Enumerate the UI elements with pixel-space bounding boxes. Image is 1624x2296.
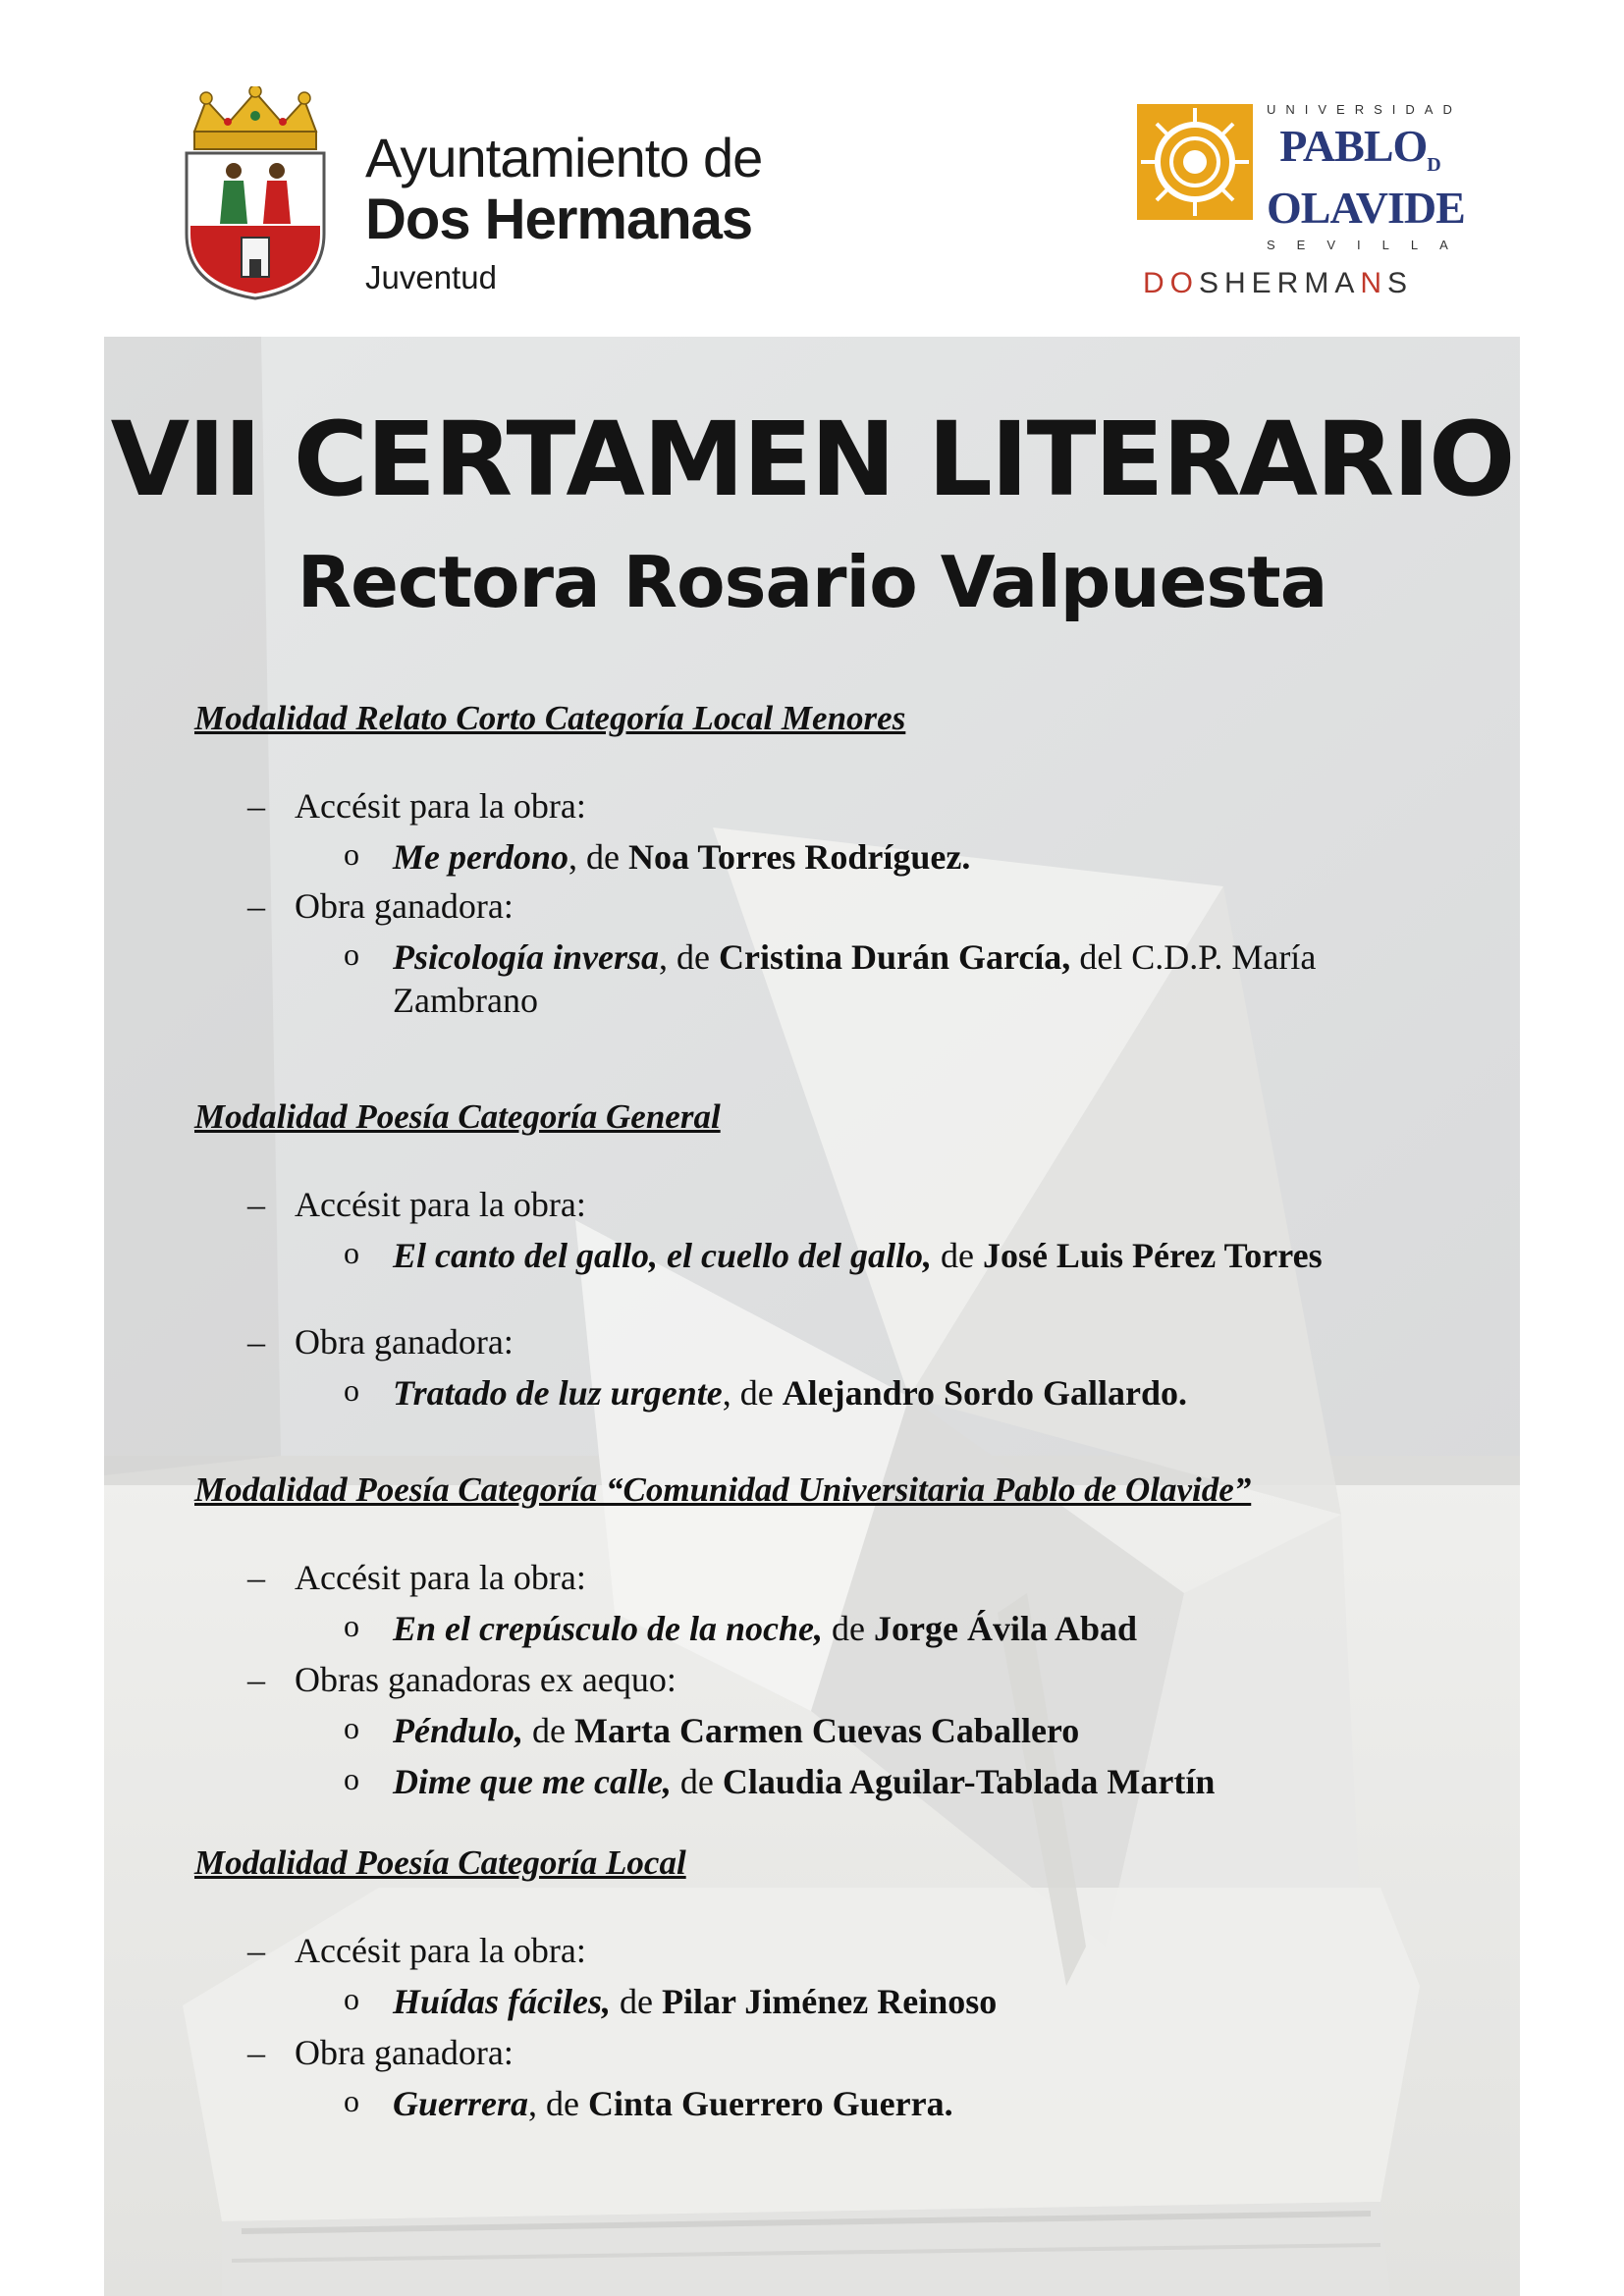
entry-separator: , de (722, 1373, 783, 1413)
coat-of-arms-icon (177, 86, 334, 302)
entry-separator: de (931, 1236, 983, 1275)
work-title: Me perdono (393, 837, 568, 877)
circle-bullet: o (344, 1981, 359, 2016)
page-header (0, 0, 1624, 334)
winner-label-text: Obras ganadoras ex aequo: (295, 1660, 677, 1699)
poster-subtitle: Rectora Rosario Valpuesta (297, 541, 1327, 623)
entry-separator: , de (568, 837, 628, 877)
dash-bullet: – (247, 2033, 265, 2072)
school-text-continued: Zambrano (393, 981, 538, 1020)
poster-title: VII CERTAMEN LITERARIO (110, 400, 1514, 519)
dash-bullet: – (247, 1931, 265, 1970)
winner-label-text: Obra ganadora: (295, 2033, 514, 2072)
winner-label-text: Obra ganadora: (295, 1322, 514, 1362)
dash-bullet: – (247, 786, 265, 826)
circle-bullet: o (344, 2083, 359, 2118)
circle-bullet: o (344, 936, 359, 972)
author-name: Pilar Jiménez Reinoso (661, 1982, 998, 2021)
entry-separator: , de (528, 2084, 588, 2123)
author-name: Cinta Guerrero Guerra. (588, 2084, 953, 2123)
circle-bullet: o (344, 836, 359, 872)
section-3-title: Modalidad Poesía Categoría “Comunidad Universitaria Pablo de Olavide” (194, 1470, 1252, 1509)
accesit-label-text: Accésit para la obra: (295, 1558, 586, 1597)
dash-bullet: – (247, 886, 265, 926)
author-name: Claudia Aguilar-Tablada Martín (722, 1762, 1216, 1801)
upo-universidad: UNIVERSIDAD (1267, 102, 1462, 117)
upo-de: D (1427, 154, 1440, 177)
entry-separator: , de (658, 937, 719, 977)
section-1-title: Modalidad Relato Corto Categoría Local Menores (194, 699, 906, 737)
dh-logo-part4: S (1387, 267, 1414, 299)
entry-text (393, 1372, 1187, 1414)
entry-separator: de (671, 1762, 723, 1801)
ayuntamiento-line1: Ayuntamiento de (365, 127, 763, 188)
circle-bullet: o (344, 1235, 359, 1270)
upo-olavide: OLAVIDE (1267, 183, 1465, 234)
school-text: del C.D.P. María (1070, 937, 1317, 977)
accesit-label-text: Accésit para la obra: (295, 786, 586, 826)
accesit-label-text: Accésit para la obra: (295, 1931, 586, 1970)
entry-text (393, 1235, 1323, 1276)
ayuntamiento-logo-text (365, 128, 762, 300)
work-title: Huídas fáciles, (393, 1982, 611, 2021)
entry-text (393, 1710, 1079, 1751)
circle-bullet: o (344, 1710, 359, 1745)
circle-bullet: o (344, 1761, 359, 1796)
work-title: Tratado de luz urgente (393, 1373, 723, 1413)
entry-text (393, 2083, 953, 2124)
author-name: Cristina Durán García, (718, 937, 1071, 977)
upo-logo-text (1267, 102, 1470, 253)
entry-text (393, 936, 1316, 978)
dash-bullet: – (247, 1660, 265, 1699)
dh-logo-part2: SHERMA (1199, 267, 1361, 299)
entry-separator: de (611, 1982, 662, 2021)
author-name: Marta Carmen Cuevas Caballero (574, 1711, 1080, 1750)
work-title: En el crepúsculo de la noche, (393, 1609, 823, 1648)
circle-bullet: o (344, 1608, 359, 1643)
ayuntamiento-line2: Dos Hermanas (365, 187, 753, 251)
work-title: El canto del gallo, el cuello del gallo, (393, 1236, 932, 1275)
author-name: Alejandro Sordo Gallardo. (782, 1373, 1188, 1413)
upo-sun-logo-icon (1137, 104, 1253, 220)
author-name: Jorge Ávila Abad (873, 1609, 1137, 1648)
entry-text (393, 1761, 1215, 1802)
circle-bullet: o (344, 1372, 359, 1408)
work-title: Péndulo, (393, 1711, 524, 1750)
dash-bullet: – (247, 1185, 265, 1224)
author-name: José Luis Pérez Torres (982, 1236, 1323, 1275)
dh-logo-part3: N (1360, 267, 1388, 299)
section-4-title: Modalidad Poesía Categoría Local (194, 1843, 686, 1882)
work-title: Dime que me calle, (393, 1762, 672, 1801)
dash-bullet: – (247, 1322, 265, 1362)
section-2-title: Modalidad Poesía Categoría General (194, 1097, 721, 1136)
ayuntamiento-line3: Juventud (365, 259, 497, 295)
winner-label-text: Obra ganadora: (295, 886, 514, 926)
dash-bullet: – (247, 1558, 265, 1597)
dos-hermanas-youth-logo (1143, 267, 1413, 300)
work-title: Psicología inversa (393, 937, 659, 977)
upo-sevilla: SEVILLA (1267, 238, 1470, 253)
entry-separator: de (823, 1609, 874, 1648)
entry-text (393, 1981, 997, 2022)
dh-logo-part1: DO (1143, 267, 1199, 299)
author-name: Noa Torres Rodríguez. (627, 837, 971, 877)
accesit-label-text: Accésit para la obra: (295, 1185, 586, 1224)
upo-pablo (1267, 121, 1453, 187)
entry-text (393, 1608, 1137, 1649)
entry-separator: de (523, 1711, 574, 1750)
work-title: Guerrera (393, 2084, 529, 2123)
entry-text (393, 836, 970, 878)
upo-pablo-word: PABLO (1279, 121, 1428, 171)
